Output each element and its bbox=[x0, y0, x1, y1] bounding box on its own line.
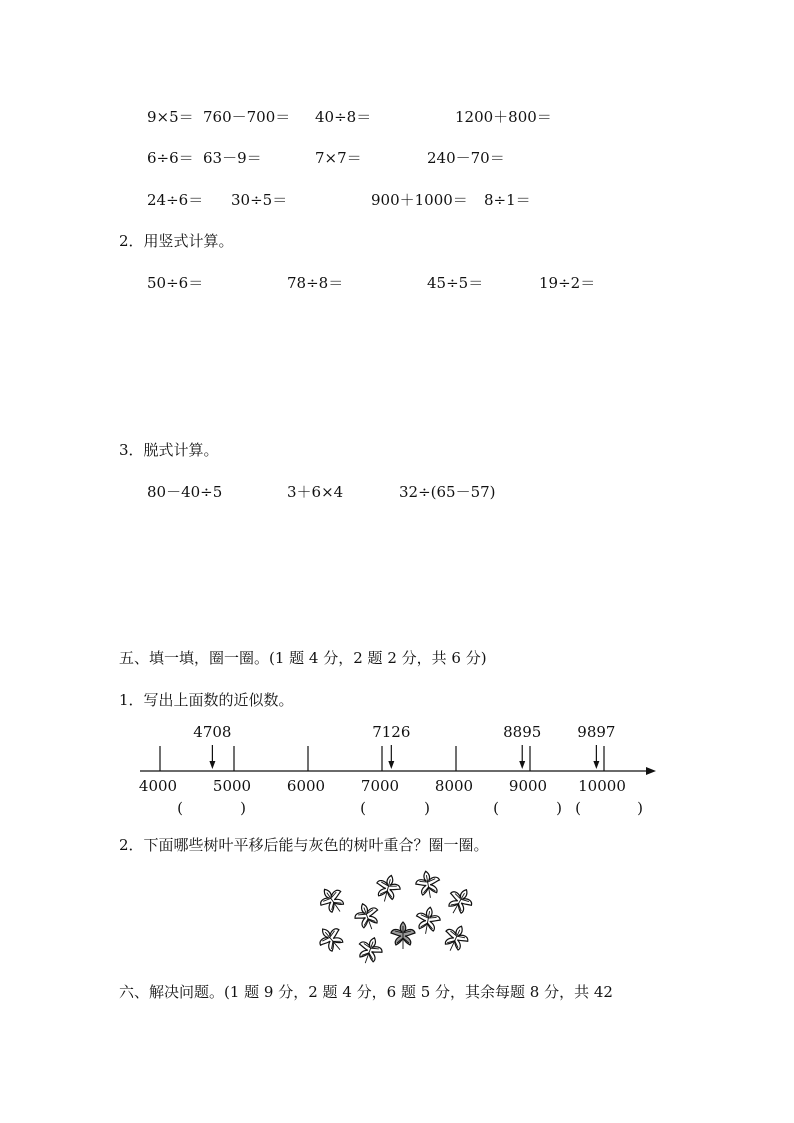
mental-item: 6÷6＝ bbox=[147, 149, 194, 167]
expression-problem: 3＋6×4 bbox=[287, 483, 344, 501]
section-5-q2: 2．下面哪些树叶平移后能与灰色的树叶重合？圈一圈。 bbox=[119, 836, 489, 854]
number-line-axis bbox=[140, 767, 656, 775]
q3-title: 3．脱式计算。 bbox=[119, 441, 219, 459]
answer-blanks bbox=[177, 799, 643, 817]
answer-blank-paren: ) bbox=[637, 799, 643, 817]
leaf-icon[interactable] bbox=[351, 900, 383, 934]
marked-number-label: 9897 bbox=[577, 723, 616, 741]
leaf-cluster bbox=[310, 868, 490, 968]
division-problem: 19÷2＝ bbox=[539, 274, 596, 292]
section-5-title: 五、填一填，圈一圈。(1 题 4 分，2 题 2 分，共 6 分) bbox=[119, 649, 487, 667]
mental-item: 24÷6＝ bbox=[147, 191, 204, 209]
answer-blank-paren: ( bbox=[493, 799, 499, 817]
answer-blank-paren: ) bbox=[556, 799, 562, 817]
arrow-head-icon bbox=[593, 761, 599, 769]
tick-label: 4000 bbox=[138, 777, 178, 795]
mental-item: 900＋1000＝ bbox=[371, 191, 468, 209]
q2-title: 2．用竖式计算。 bbox=[119, 232, 234, 250]
section-6-title: 六、解决问题。(1 题 9 分，2 题 4 分，6 题 5 分，其余每题 8 分，共 42 bbox=[119, 983, 613, 1001]
mental-item: 30÷5＝ bbox=[231, 191, 288, 209]
marked-number-label: 8895 bbox=[503, 723, 542, 741]
tick-label: 10000 bbox=[578, 777, 626, 795]
number-line-ticks bbox=[160, 746, 604, 771]
mental-item: 1200＋800＝ bbox=[455, 108, 552, 126]
mental-item: 63－9＝ bbox=[203, 149, 262, 167]
leaf-icon[interactable] bbox=[315, 882, 350, 918]
tick-label: 7000 bbox=[360, 777, 400, 795]
answer-blank-paren: ( bbox=[575, 799, 581, 817]
expression-problem: 32÷(65－57) bbox=[399, 483, 496, 501]
marked-number bbox=[577, 723, 615, 769]
tick-label: 5000 bbox=[212, 777, 252, 795]
leaf-icon[interactable] bbox=[373, 872, 403, 904]
expression-problem: 80－40÷5 bbox=[147, 483, 223, 501]
gray-leaf-icon[interactable] bbox=[391, 922, 415, 949]
section-5-q1: 1．写出上面数的近似数。 bbox=[119, 691, 294, 709]
answer-blank-paren: ( bbox=[177, 799, 183, 817]
leaf-icon[interactable] bbox=[443, 884, 477, 919]
marked-number bbox=[372, 723, 410, 769]
tick-label: 9000 bbox=[508, 777, 548, 795]
leaf-icon[interactable] bbox=[439, 921, 472, 956]
answer-blank-paren: ) bbox=[240, 799, 246, 817]
arrow-head-icon bbox=[388, 761, 394, 769]
mental-item: 8÷1＝ bbox=[484, 191, 531, 209]
arrow-head-icon bbox=[519, 761, 525, 769]
answer-blank-paren: ) bbox=[424, 799, 430, 817]
number-line-tick-labels bbox=[139, 777, 626, 795]
tick-label: 8000 bbox=[434, 777, 474, 795]
mental-item: 7×7＝ bbox=[315, 149, 362, 167]
division-problem: 78÷8＝ bbox=[287, 274, 344, 292]
marked-number bbox=[193, 723, 231, 769]
mental-item: 40÷8＝ bbox=[315, 108, 372, 126]
marked-number-label: 7126 bbox=[372, 723, 411, 741]
leaf-icon[interactable] bbox=[313, 921, 349, 957]
leaf-icon[interactable] bbox=[414, 869, 442, 900]
division-problem: 45÷5＝ bbox=[427, 274, 484, 292]
number-line-marked-numbers bbox=[193, 723, 615, 769]
tick-label: 6000 bbox=[286, 777, 326, 795]
mental-item: 9×5＝ bbox=[147, 108, 194, 126]
marked-number bbox=[503, 723, 541, 769]
division-problem: 50÷6＝ bbox=[147, 274, 204, 292]
leaf-icon[interactable] bbox=[414, 905, 442, 936]
mental-item: 240－70＝ bbox=[427, 149, 505, 167]
answer-blank-paren: ( bbox=[360, 799, 366, 817]
arrow-head-icon bbox=[646, 767, 656, 775]
arrow-head-icon bbox=[209, 761, 215, 769]
leaf-icon[interactable] bbox=[354, 934, 386, 968]
number-line bbox=[130, 718, 670, 822]
mental-item: 760－700＝ bbox=[203, 108, 291, 126]
marked-number-label: 4708 bbox=[193, 723, 232, 741]
